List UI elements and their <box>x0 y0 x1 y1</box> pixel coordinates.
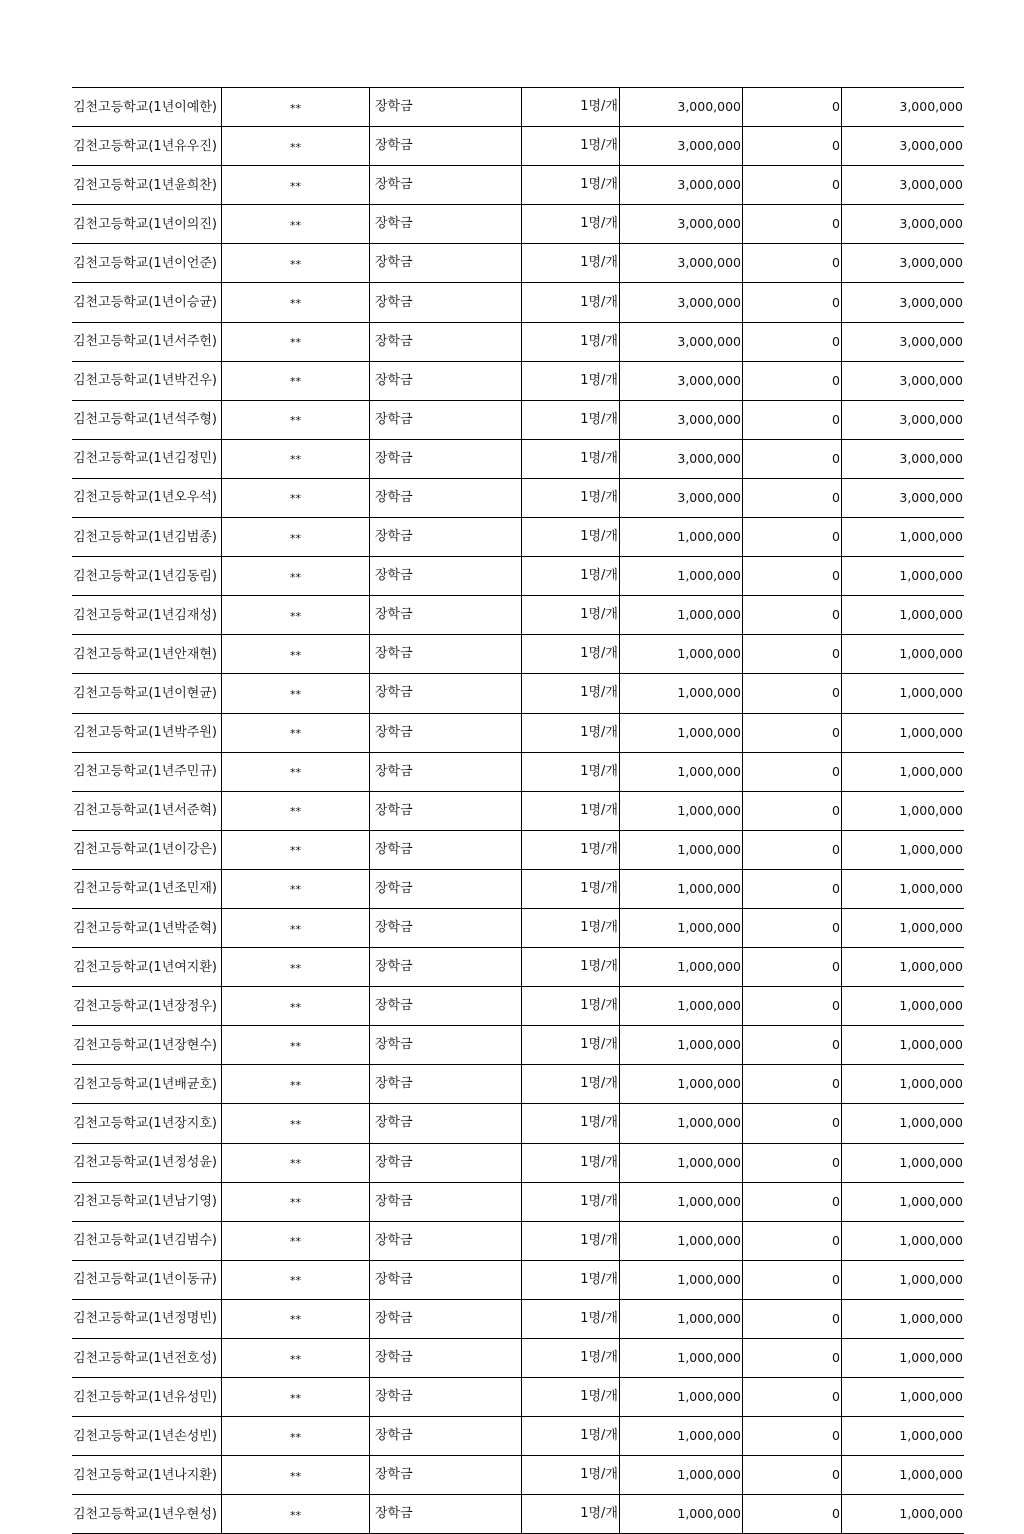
recipient-name-cell: 김천고등학교(1년남기영) <box>72 1182 222 1221</box>
support-type-cell: 장학금 <box>370 1456 522 1495</box>
quantity-cell: 1명/개 <box>522 596 620 635</box>
table-row <box>72 1104 964 1143</box>
quantity-cell: 1명/개 <box>522 1026 620 1065</box>
amount-cell: 1,000,000 <box>620 830 743 869</box>
total-cell: 1,000,000 <box>842 518 965 557</box>
quantity-cell: 1명/개 <box>522 1182 620 1221</box>
total-cell: 1,000,000 <box>842 948 965 987</box>
masked-id-cell: ** <box>222 322 370 361</box>
masked-id-cell: ** <box>222 791 370 830</box>
quantity-cell: 1명/개 <box>522 987 620 1026</box>
deduction-cell: 0 <box>743 869 842 908</box>
amount-cell: 1,000,000 <box>620 1026 743 1065</box>
total-cell: 1,000,000 <box>842 1143 965 1182</box>
masked-id-cell: ** <box>222 987 370 1026</box>
amount-cell: 1,000,000 <box>620 557 743 596</box>
recipient-name-cell: 김천고등학교(1년이동규) <box>72 1260 222 1299</box>
table-row <box>72 1065 964 1104</box>
table-row <box>72 830 964 869</box>
amount-cell: 3,000,000 <box>620 478 743 517</box>
amount-cell: 3,000,000 <box>620 88 743 127</box>
total-cell: 3,000,000 <box>842 361 965 400</box>
table-row <box>72 713 964 752</box>
quantity-cell: 1명/개 <box>522 908 620 947</box>
total-cell: 3,000,000 <box>842 88 965 127</box>
deduction-cell: 0 <box>743 244 842 283</box>
recipient-name-cell: 김천고등학교(1년장정우) <box>72 987 222 1026</box>
recipient-name-cell: 김천고등학교(1년박건우) <box>72 361 222 400</box>
support-type-cell: 장학금 <box>370 1339 522 1378</box>
support-type-cell: 장학금 <box>370 322 522 361</box>
deduction-cell: 0 <box>743 1182 842 1221</box>
quantity-cell: 1명/개 <box>522 1260 620 1299</box>
masked-id-cell: ** <box>222 752 370 791</box>
table-row <box>72 1026 964 1065</box>
total-cell: 3,000,000 <box>842 127 965 166</box>
masked-id-cell: ** <box>222 1182 370 1221</box>
table-row <box>72 400 964 439</box>
recipient-name-cell: 김천고등학교(1년이언준) <box>72 244 222 283</box>
recipient-name-cell: 김천고등학교(1년우현성) <box>72 1495 222 1534</box>
recipient-name-cell: 김천고등학교(1년정명빈) <box>72 1299 222 1338</box>
recipient-name-cell: 김천고등학교(1년김정민) <box>72 439 222 478</box>
recipient-name-cell: 김천고등학교(1년나지환) <box>72 1456 222 1495</box>
table-body <box>72 88 964 1534</box>
quantity-cell: 1명/개 <box>522 361 620 400</box>
amount-cell: 1,000,000 <box>620 1221 743 1260</box>
table-row <box>72 869 964 908</box>
deduction-cell: 0 <box>743 830 842 869</box>
masked-id-cell: ** <box>222 478 370 517</box>
masked-id-cell: ** <box>222 830 370 869</box>
masked-id-cell: ** <box>222 1456 370 1495</box>
deduction-cell: 0 <box>743 596 842 635</box>
masked-id-cell: ** <box>222 205 370 244</box>
quantity-cell: 1명/개 <box>522 674 620 713</box>
table-row <box>72 1143 964 1182</box>
quantity-cell: 1명/개 <box>522 205 620 244</box>
recipient-name-cell: 김천고등학교(1년김범수) <box>72 1221 222 1260</box>
total-cell: 1,000,000 <box>842 908 965 947</box>
support-type-cell: 장학금 <box>370 830 522 869</box>
support-type-cell: 장학금 <box>370 478 522 517</box>
masked-id-cell: ** <box>222 635 370 674</box>
amount-cell: 1,000,000 <box>620 1065 743 1104</box>
masked-id-cell: ** <box>222 283 370 322</box>
quantity-cell: 1명/개 <box>522 322 620 361</box>
quantity-cell: 1명/개 <box>522 478 620 517</box>
masked-id-cell: ** <box>222 439 370 478</box>
masked-id-cell: ** <box>222 1495 370 1534</box>
quantity-cell: 1명/개 <box>522 1456 620 1495</box>
table-row <box>72 1339 964 1378</box>
total-cell: 1,000,000 <box>842 596 965 635</box>
recipient-name-cell: 김천고등학교(1년안재현) <box>72 635 222 674</box>
masked-id-cell: ** <box>222 713 370 752</box>
deduction-cell: 0 <box>743 478 842 517</box>
deduction-cell: 0 <box>743 322 842 361</box>
deduction-cell: 0 <box>743 1339 842 1378</box>
recipient-name-cell: 김천고등학교(1년유성민) <box>72 1378 222 1417</box>
recipient-name-cell: 김천고등학교(1년김재성) <box>72 596 222 635</box>
total-cell: 1,000,000 <box>842 1339 965 1378</box>
amount-cell: 1,000,000 <box>620 713 743 752</box>
masked-id-cell: ** <box>222 1221 370 1260</box>
support-type-cell: 장학금 <box>370 791 522 830</box>
table-row <box>72 1495 964 1534</box>
quantity-cell: 1명/개 <box>522 127 620 166</box>
deduction-cell: 0 <box>743 752 842 791</box>
amount-cell: 3,000,000 <box>620 283 743 322</box>
total-cell: 3,000,000 <box>842 322 965 361</box>
quantity-cell: 1명/개 <box>522 869 620 908</box>
amount-cell: 3,000,000 <box>620 400 743 439</box>
recipient-name-cell: 김천고등학교(1년박준혁) <box>72 908 222 947</box>
recipient-name-cell: 김천고등학교(1년박주원) <box>72 713 222 752</box>
total-cell: 1,000,000 <box>842 674 965 713</box>
table-row <box>72 1260 964 1299</box>
table-row <box>72 518 964 557</box>
support-type-cell: 장학금 <box>370 1417 522 1456</box>
table-row <box>72 1417 964 1456</box>
amount-cell: 1,000,000 <box>620 791 743 830</box>
amount-cell: 1,000,000 <box>620 1417 743 1456</box>
quantity-cell: 1명/개 <box>522 1339 620 1378</box>
quantity-cell: 1명/개 <box>522 439 620 478</box>
support-type-cell: 장학금 <box>370 1065 522 1104</box>
support-type-cell: 장학금 <box>370 1104 522 1143</box>
support-type-cell: 장학금 <box>370 596 522 635</box>
table-row <box>72 1378 964 1417</box>
scholarship-table <box>72 87 964 1534</box>
table-row <box>72 244 964 283</box>
table-row <box>72 439 964 478</box>
amount-cell: 1,000,000 <box>620 1260 743 1299</box>
total-cell: 3,000,000 <box>842 166 965 205</box>
masked-id-cell: ** <box>222 127 370 166</box>
total-cell: 1,000,000 <box>842 830 965 869</box>
table-row <box>72 322 964 361</box>
deduction-cell: 0 <box>743 635 842 674</box>
support-type-cell: 장학금 <box>370 127 522 166</box>
table-row <box>72 635 964 674</box>
recipient-name-cell: 김천고등학교(1년윤희찬) <box>72 166 222 205</box>
deduction-cell: 0 <box>743 205 842 244</box>
table-row <box>72 948 964 987</box>
table-row <box>72 283 964 322</box>
table-row <box>72 478 964 517</box>
total-cell: 1,000,000 <box>842 1065 965 1104</box>
masked-id-cell: ** <box>222 1299 370 1338</box>
amount-cell: 1,000,000 <box>620 908 743 947</box>
deduction-cell: 0 <box>743 283 842 322</box>
amount-cell: 1,000,000 <box>620 948 743 987</box>
table-row <box>72 127 964 166</box>
masked-id-cell: ** <box>222 518 370 557</box>
amount-cell: 3,000,000 <box>620 361 743 400</box>
masked-id-cell: ** <box>222 1104 370 1143</box>
deduction-cell: 0 <box>743 88 842 127</box>
amount-cell: 3,000,000 <box>620 205 743 244</box>
recipient-name-cell: 김천고등학교(1년정성윤) <box>72 1143 222 1182</box>
support-type-cell: 장학금 <box>370 1495 522 1534</box>
support-type-cell: 장학금 <box>370 1026 522 1065</box>
recipient-name-cell: 김천고등학교(1년장현수) <box>72 1026 222 1065</box>
support-type-cell: 장학금 <box>370 1299 522 1338</box>
total-cell: 1,000,000 <box>842 869 965 908</box>
masked-id-cell: ** <box>222 1143 370 1182</box>
amount-cell: 1,000,000 <box>620 635 743 674</box>
total-cell: 1,000,000 <box>842 1378 965 1417</box>
amount-cell: 3,000,000 <box>620 127 743 166</box>
recipient-name-cell: 김천고등학교(1년서주헌) <box>72 322 222 361</box>
deduction-cell: 0 <box>743 1378 842 1417</box>
table-row <box>72 791 964 830</box>
recipient-name-cell: 김천고등학교(1년이예한) <box>72 88 222 127</box>
quantity-cell: 1명/개 <box>522 1417 620 1456</box>
deduction-cell: 0 <box>743 361 842 400</box>
support-type-cell: 장학금 <box>370 518 522 557</box>
recipient-name-cell: 김천고등학교(1년석주형) <box>72 400 222 439</box>
quantity-cell: 1명/개 <box>522 283 620 322</box>
support-type-cell: 장학금 <box>370 869 522 908</box>
amount-cell: 1,000,000 <box>620 987 743 1026</box>
recipient-name-cell: 김천고등학교(1년여지환) <box>72 948 222 987</box>
recipient-name-cell: 김천고등학교(1년배균호) <box>72 1065 222 1104</box>
recipient-name-cell: 김천고등학교(1년이승균) <box>72 283 222 322</box>
masked-id-cell: ** <box>222 557 370 596</box>
support-type-cell: 장학금 <box>370 1221 522 1260</box>
support-type-cell: 장학금 <box>370 1143 522 1182</box>
support-type-cell: 장학금 <box>370 283 522 322</box>
table-row <box>72 752 964 791</box>
recipient-name-cell: 김천고등학교(1년김범종) <box>72 518 222 557</box>
amount-cell: 3,000,000 <box>620 439 743 478</box>
deduction-cell: 0 <box>743 127 842 166</box>
total-cell: 1,000,000 <box>842 1026 965 1065</box>
quantity-cell: 1명/개 <box>522 88 620 127</box>
total-cell: 3,000,000 <box>842 478 965 517</box>
total-cell: 1,000,000 <box>842 1182 965 1221</box>
amount-cell: 1,000,000 <box>620 596 743 635</box>
support-type-cell: 장학금 <box>370 1260 522 1299</box>
support-type-cell: 장학금 <box>370 1182 522 1221</box>
total-cell: 1,000,000 <box>842 1495 965 1534</box>
support-type-cell: 장학금 <box>370 166 522 205</box>
table-row <box>72 88 964 127</box>
amount-cell: 1,000,000 <box>620 752 743 791</box>
table-row <box>72 557 964 596</box>
deduction-cell: 0 <box>743 1299 842 1338</box>
masked-id-cell: ** <box>222 361 370 400</box>
quantity-cell: 1명/개 <box>522 1378 620 1417</box>
deduction-cell: 0 <box>743 557 842 596</box>
total-cell: 3,000,000 <box>842 439 965 478</box>
quantity-cell: 1명/개 <box>522 244 620 283</box>
quantity-cell: 1명/개 <box>522 1495 620 1534</box>
deduction-cell: 0 <box>743 1065 842 1104</box>
deduction-cell: 0 <box>743 908 842 947</box>
deduction-cell: 0 <box>743 1495 842 1534</box>
table-row <box>72 1182 964 1221</box>
deduction-cell: 0 <box>743 791 842 830</box>
masked-id-cell: ** <box>222 88 370 127</box>
amount-cell: 1,000,000 <box>620 518 743 557</box>
quantity-cell: 1명/개 <box>522 1143 620 1182</box>
quantity-cell: 1명/개 <box>522 1065 620 1104</box>
deduction-cell: 0 <box>743 1026 842 1065</box>
masked-id-cell: ** <box>222 674 370 713</box>
amount-cell: 1,000,000 <box>620 1299 743 1338</box>
masked-id-cell: ** <box>222 596 370 635</box>
quantity-cell: 1명/개 <box>522 635 620 674</box>
total-cell: 1,000,000 <box>842 1260 965 1299</box>
total-cell: 1,000,000 <box>842 1299 965 1338</box>
quantity-cell: 1명/개 <box>522 752 620 791</box>
amount-cell: 1,000,000 <box>620 1104 743 1143</box>
total-cell: 3,000,000 <box>842 244 965 283</box>
deduction-cell: 0 <box>743 1221 842 1260</box>
support-type-cell: 장학금 <box>370 439 522 478</box>
table-row <box>72 205 964 244</box>
table-row <box>72 166 964 205</box>
deduction-cell: 0 <box>743 1104 842 1143</box>
total-cell: 1,000,000 <box>842 1221 965 1260</box>
table-row <box>72 674 964 713</box>
total-cell: 1,000,000 <box>842 713 965 752</box>
total-cell: 1,000,000 <box>842 1104 965 1143</box>
support-type-cell: 장학금 <box>370 400 522 439</box>
support-type-cell: 장학금 <box>370 713 522 752</box>
deduction-cell: 0 <box>743 1417 842 1456</box>
support-type-cell: 장학금 <box>370 557 522 596</box>
total-cell: 1,000,000 <box>842 1456 965 1495</box>
recipient-name-cell: 김천고등학교(1년이강은) <box>72 830 222 869</box>
masked-id-cell: ** <box>222 166 370 205</box>
deduction-cell: 0 <box>743 518 842 557</box>
recipient-name-cell: 김천고등학교(1년이현균) <box>72 674 222 713</box>
support-type-cell: 장학금 <box>370 88 522 127</box>
quantity-cell: 1명/개 <box>522 791 620 830</box>
total-cell: 3,000,000 <box>842 400 965 439</box>
amount-cell: 3,000,000 <box>620 166 743 205</box>
deduction-cell: 0 <box>743 987 842 1026</box>
amount-cell: 1,000,000 <box>620 1378 743 1417</box>
masked-id-cell: ** <box>222 908 370 947</box>
recipient-name-cell: 김천고등학교(1년조민재) <box>72 869 222 908</box>
deduction-cell: 0 <box>743 400 842 439</box>
quantity-cell: 1명/개 <box>522 1104 620 1143</box>
amount-cell: 1,000,000 <box>620 674 743 713</box>
masked-id-cell: ** <box>222 1417 370 1456</box>
deduction-cell: 0 <box>743 948 842 987</box>
amount-cell: 1,000,000 <box>620 1456 743 1495</box>
total-cell: 3,000,000 <box>842 283 965 322</box>
amount-cell: 3,000,000 <box>620 244 743 283</box>
amount-cell: 1,000,000 <box>620 1339 743 1378</box>
support-type-cell: 장학금 <box>370 244 522 283</box>
recipient-name-cell: 김천고등학교(1년유우진) <box>72 127 222 166</box>
masked-id-cell: ** <box>222 244 370 283</box>
support-type-cell: 장학금 <box>370 752 522 791</box>
total-cell: 1,000,000 <box>842 791 965 830</box>
table-row <box>72 596 964 635</box>
support-type-cell: 장학금 <box>370 948 522 987</box>
table-row <box>72 1456 964 1495</box>
quantity-cell: 1명/개 <box>522 830 620 869</box>
support-type-cell: 장학금 <box>370 987 522 1026</box>
total-cell: 1,000,000 <box>842 752 965 791</box>
masked-id-cell: ** <box>222 948 370 987</box>
support-type-cell: 장학금 <box>370 674 522 713</box>
recipient-name-cell: 김천고등학교(1년서준혁) <box>72 791 222 830</box>
recipient-name-cell: 김천고등학교(1년오우석) <box>72 478 222 517</box>
masked-id-cell: ** <box>222 400 370 439</box>
deduction-cell: 0 <box>743 1456 842 1495</box>
recipient-name-cell: 김천고등학교(1년김동림) <box>72 557 222 596</box>
deduction-cell: 0 <box>743 1143 842 1182</box>
total-cell: 3,000,000 <box>842 205 965 244</box>
deduction-cell: 0 <box>743 713 842 752</box>
quantity-cell: 1명/개 <box>522 1299 620 1338</box>
table-row <box>72 1299 964 1338</box>
amount-cell: 1,000,000 <box>620 1495 743 1534</box>
masked-id-cell: ** <box>222 869 370 908</box>
recipient-name-cell: 김천고등학교(1년손성빈) <box>72 1417 222 1456</box>
support-type-cell: 장학금 <box>370 205 522 244</box>
amount-cell: 1,000,000 <box>620 1182 743 1221</box>
table-row <box>72 361 964 400</box>
amount-cell: 1,000,000 <box>620 869 743 908</box>
table-row <box>72 908 964 947</box>
table-row <box>72 1221 964 1260</box>
deduction-cell: 0 <box>743 439 842 478</box>
quantity-cell: 1명/개 <box>522 713 620 752</box>
quantity-cell: 1명/개 <box>522 948 620 987</box>
quantity-cell: 1명/개 <box>522 400 620 439</box>
support-type-cell: 장학금 <box>370 1378 522 1417</box>
masked-id-cell: ** <box>222 1065 370 1104</box>
table-row <box>72 987 964 1026</box>
total-cell: 1,000,000 <box>842 557 965 596</box>
total-cell: 1,000,000 <box>842 635 965 674</box>
support-type-cell: 장학금 <box>370 908 522 947</box>
total-cell: 1,000,000 <box>842 1417 965 1456</box>
recipient-name-cell: 김천고등학교(1년전호성) <box>72 1339 222 1378</box>
total-cell: 1,000,000 <box>842 987 965 1026</box>
deduction-cell: 0 <box>743 1260 842 1299</box>
support-type-cell: 장학금 <box>370 361 522 400</box>
quantity-cell: 1명/개 <box>522 557 620 596</box>
masked-id-cell: ** <box>222 1026 370 1065</box>
amount-cell: 3,000,000 <box>620 322 743 361</box>
masked-id-cell: ** <box>222 1260 370 1299</box>
support-type-cell: 장학금 <box>370 635 522 674</box>
quantity-cell: 1명/개 <box>522 1221 620 1260</box>
masked-id-cell: ** <box>222 1339 370 1378</box>
deduction-cell: 0 <box>743 166 842 205</box>
recipient-name-cell: 김천고등학교(1년주민규) <box>72 752 222 791</box>
amount-cell: 1,000,000 <box>620 1143 743 1182</box>
quantity-cell: 1명/개 <box>522 518 620 557</box>
recipient-name-cell: 김천고등학교(1년이의진) <box>72 205 222 244</box>
masked-id-cell: ** <box>222 1378 370 1417</box>
recipient-name-cell: 김천고등학교(1년장지호) <box>72 1104 222 1143</box>
deduction-cell: 0 <box>743 674 842 713</box>
quantity-cell: 1명/개 <box>522 166 620 205</box>
